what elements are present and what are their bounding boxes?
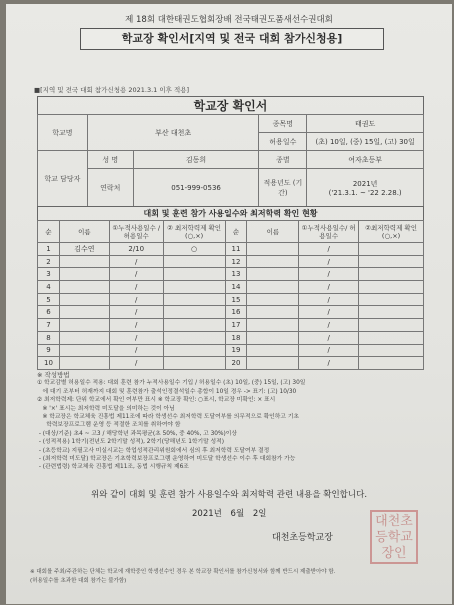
row-days: 2/10	[109, 243, 163, 256]
col-name: 이름	[59, 221, 109, 243]
row-name	[59, 344, 109, 357]
row-number-right: 20	[225, 357, 247, 370]
instruction-line: ① 학교감별 허용일수 적용: 대회 훈련 참가 누적사용일수 기입 / 허용일수 (초) 10일, (중) 15일, (고) 30일	[37, 380, 306, 387]
school-value: 부산 대천초	[87, 115, 259, 151]
confirmation-statement: 위와 같이 대회 및 훈련 참가 사용일수와 최저학력 관련 내용을 확인합니다.	[90, 490, 368, 500]
row-days: /	[109, 306, 163, 319]
row-academic-right	[359, 357, 424, 370]
allowed-days-value: (초) 10일, (중) 15일, (고) 30일	[307, 133, 424, 151]
row-academic-right	[359, 293, 424, 306]
instruction-line: 에 대기 조부터 허재까지 대회 및 훈련참가 출석인정결석일수 총합이 10일 경우 -> 표기: (고) 10/30	[37, 388, 297, 395]
school-label: 학교명	[38, 115, 88, 151]
row-days-right: /	[299, 255, 359, 268]
col-name-right: 이름	[247, 221, 299, 243]
period-label: 적용년도 (기간)	[259, 169, 307, 207]
col-no-right: 순	[225, 221, 247, 243]
row-name	[59, 319, 109, 332]
row-academic-right	[359, 344, 424, 357]
row-number: 3	[38, 268, 60, 281]
row-name-right	[247, 293, 299, 306]
table-row	[38, 255, 424, 268]
instruction-line: 학력보장프로그램 운영 등 적절한 조치를 취하여야 함	[37, 422, 181, 429]
row-academic	[163, 357, 225, 370]
row-days: /	[109, 331, 163, 344]
row-name-right	[247, 344, 299, 357]
row-days-right: /	[299, 293, 359, 306]
application-notice: ■[지역 및 전국 대회 참가신청용 2021.3.1 이후 적용]	[34, 86, 190, 94]
document-page	[6, 4, 452, 604]
col-academic: ② 최저학력제 확인(○,×)	[163, 221, 225, 243]
row-name-right	[247, 255, 299, 268]
row-number-right: 18	[225, 331, 247, 344]
instruction-line: ② 최저학력제: 단위 학교에서 확인 여부만 표시 ※ 학교장 확인: ○표시, 학교장 미확인: × 표시	[37, 397, 276, 404]
row-number: 10	[38, 357, 60, 370]
date-day: 2일	[252, 509, 267, 519]
row-days-right: /	[299, 243, 359, 256]
row-number-right: 17	[225, 319, 247, 332]
row-academic	[163, 255, 225, 268]
row-days: /	[109, 281, 163, 294]
row-academic: ○	[163, 243, 225, 256]
contact-value: 051-999-0536	[133, 169, 259, 207]
roster-heading: 대회 및 훈련 참가 사용일수와 최저학력 확인 현황	[37, 206, 424, 220]
table-row	[38, 293, 424, 306]
row-name	[59, 357, 109, 370]
school-staff-label: 학교 담당자	[38, 151, 88, 207]
category-value: 여자초등부	[307, 151, 424, 169]
row-name	[59, 281, 109, 294]
col-days: ①누적사용일수 /허용일수	[109, 221, 163, 243]
row-number-right: 11	[225, 243, 247, 256]
row-academic	[163, 293, 225, 306]
event-title: 제 18회 대한태권도협회장배 전국태권도품새선수권대회	[125, 15, 333, 25]
col-no: 순	[38, 221, 60, 243]
instruction-line: - (최저학력 미도달) 학교장은 기초학력보장프로그램 운영하여 미도달 학생선수 이수 후 대회참가 가능	[37, 456, 296, 463]
row-academic	[163, 306, 225, 319]
table-row	[38, 306, 424, 319]
row-academic	[163, 281, 225, 294]
row-academic-right	[359, 306, 424, 319]
row-number-right: 16	[225, 306, 247, 319]
instruction-line: - (초등학교) 지필고사 미실시교는 학업성적관리위원회에서 심의 후 최저학력 도달여부 결정	[37, 447, 270, 454]
row-days: /	[109, 268, 163, 281]
row-name	[59, 293, 109, 306]
row-academic	[163, 344, 225, 357]
col-academic-right: ②최저학력제 확인(○,×)	[359, 221, 424, 243]
period-year: 2021년	[352, 179, 378, 188]
row-number: 7	[38, 319, 60, 332]
table-header-row	[38, 221, 424, 243]
row-name	[59, 306, 109, 319]
row-name-right	[247, 243, 299, 256]
row-number: 6	[38, 306, 60, 319]
row-academic-right	[359, 319, 424, 332]
instruction-line: ※ '×' 표시는 최저학력 미도달을 의미하는 것이 아님	[37, 405, 175, 412]
school-info-table	[37, 114, 424, 207]
school-seal-stamp: 대천초 등학교 장인	[370, 510, 418, 564]
instructions-title: ※ 작성방법	[37, 371, 70, 379]
instruction-line: - (대상/기준) 초4 ~ 고3 / 해당학년 과목평균(초 50%, 중 40%, 고 30%)이상	[37, 430, 237, 437]
table-row	[38, 357, 424, 370]
allowed-days-label: 허용일수	[259, 133, 307, 151]
footer-notice	[30, 568, 435, 586]
row-number: 5	[38, 293, 60, 306]
instruction-line: - (성적적용) 1학기(전년도 2학기말 성적), 2학기(당해년도 1학기말 성적)	[37, 439, 224, 446]
footer-line-1: ※ 대회를 주최/주관하는 단체는 학교에 재학중인 학생선수인 경우 본 학교장 확인서를 참가신청서와 함께 반드시 제출받아야 함.	[30, 569, 336, 575]
row-name: 김수연	[59, 243, 109, 256]
staff-name-value: 김동희	[133, 151, 259, 169]
row-academic-right	[359, 243, 424, 256]
row-number: 2	[38, 255, 60, 268]
col-days-right: ①누적사용일수/ 허용일수	[299, 221, 359, 243]
row-number-right: 15	[225, 293, 247, 306]
staff-name-label: 성 명	[87, 151, 133, 169]
form-main-title: 학교장 확인서[지역 및 전국 대회 참가신청용]	[80, 28, 384, 50]
table-row	[38, 319, 424, 332]
period-range: ('21.3.1. ~ '22 2.28.)	[328, 188, 402, 197]
row-academic	[163, 319, 225, 332]
row-days-right: /	[299, 319, 359, 332]
row-number: 1	[38, 243, 60, 256]
row-number-right: 14	[225, 281, 247, 294]
period-value	[307, 169, 424, 207]
row-name	[59, 331, 109, 344]
event-value: 태권도	[307, 115, 424, 133]
row-days-right: /	[299, 306, 359, 319]
row-academic-right	[359, 255, 424, 268]
row-academic	[163, 268, 225, 281]
row-academic	[163, 331, 225, 344]
row-number-right: 19	[225, 344, 247, 357]
row-name-right	[247, 319, 299, 332]
table-row	[38, 243, 424, 256]
row-academic-right	[359, 281, 424, 294]
row-days: /	[109, 357, 163, 370]
row-days: /	[109, 319, 163, 332]
row-days-right: /	[299, 344, 359, 357]
row-days-right: /	[299, 281, 359, 294]
row-name	[59, 255, 109, 268]
writing-instructions	[37, 371, 427, 472]
row-academic-right	[359, 268, 424, 281]
date-year: 2021년	[192, 509, 222, 519]
row-days: /	[109, 344, 163, 357]
category-label: 종별	[259, 151, 307, 169]
row-name-right	[247, 281, 299, 294]
row-days: /	[109, 255, 163, 268]
participation-table	[37, 220, 424, 370]
footer-line-2: (허용일수를 초과한 대회 참가는 불가함)	[30, 578, 127, 584]
row-name-right	[247, 268, 299, 281]
row-days: /	[109, 293, 163, 306]
row-days-right: /	[299, 357, 359, 370]
row-number: 8	[38, 331, 60, 344]
row-name-right	[247, 306, 299, 319]
table-row	[38, 281, 424, 294]
event-label: 종목명	[259, 115, 307, 133]
row-name-right	[247, 357, 299, 370]
table-row	[38, 331, 424, 344]
row-days-right: /	[299, 331, 359, 344]
date-month: 6월	[230, 509, 245, 519]
table-row	[38, 344, 424, 357]
confirmation-date	[192, 507, 267, 519]
principal-signature: 대천초등학교장	[272, 533, 333, 543]
row-number: 4	[38, 281, 60, 294]
row-number: 9	[38, 344, 60, 357]
contact-label: 연락처	[87, 169, 133, 207]
row-number-right: 12	[225, 255, 247, 268]
row-number-right: 13	[225, 268, 247, 281]
row-name	[59, 268, 109, 281]
row-academic-right	[359, 331, 424, 344]
instruction-line: - (관련법령) 학교체육 진흥법 제11조, 동법 시행규칙 제6조	[37, 464, 189, 471]
table-row	[38, 268, 424, 281]
instruction-line: ※ 학교장은 학교체육 진흥법 제11조에 따라 학생선수 최저학력 도달여부를 의무적으로 확인하고 기초	[37, 414, 300, 421]
row-name-right	[247, 331, 299, 344]
row-days-right: /	[299, 268, 359, 281]
document-title: 학교장 확인서	[37, 96, 424, 114]
